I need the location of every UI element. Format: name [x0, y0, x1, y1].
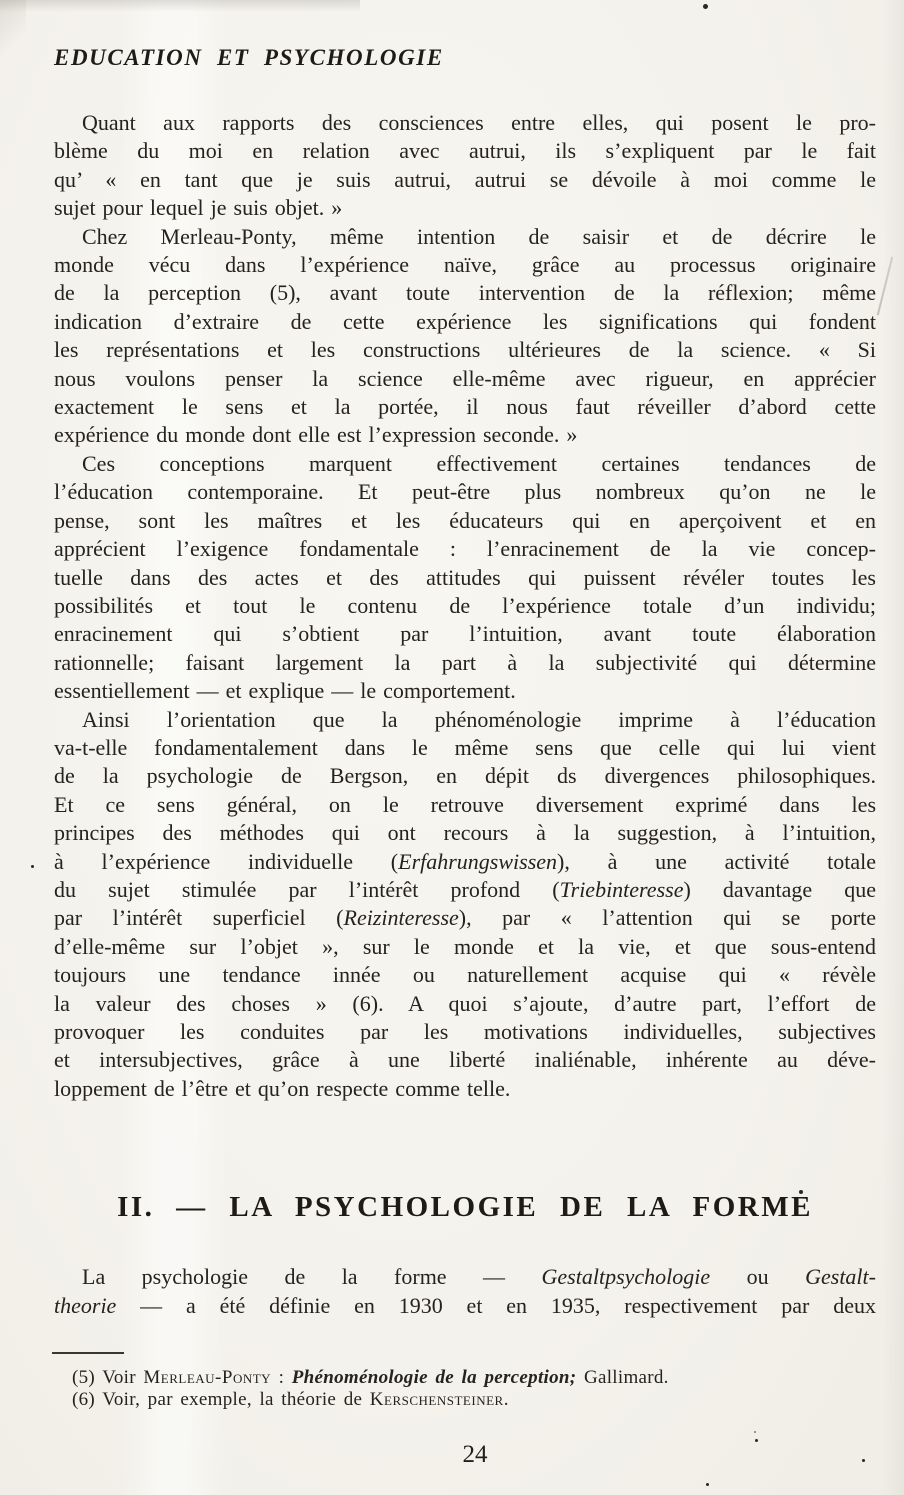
- text-line: [54, 478, 876, 506]
- footnote: [72, 1389, 876, 1411]
- text-run: par l’intérêt superficiel (: [54, 905, 344, 931]
- footnote: [72, 1367, 876, 1389]
- text-line: [54, 620, 876, 648]
- text-run: :: [271, 1367, 292, 1389]
- text-line: [54, 734, 876, 762]
- paragraph: [54, 450, 876, 706]
- text-run: à l’expérience individuelle (: [54, 848, 399, 874]
- text-run: Chez Merleau-Ponty, même intention de saisir et de décrire le: [82, 223, 876, 249]
- styled-text-run: Phénoménologie de la perception;: [291, 1367, 577, 1389]
- scan-smudge-artifact: [0, 0, 26, 60]
- text-run: indication d’extraire de cette expérience les significations qui fondent: [54, 308, 876, 334]
- text-line: [54, 1292, 876, 1320]
- section-heading: II. — LA PSYCHOLOGIE DE LA FORME: [117, 1191, 813, 1224]
- page-number: 24: [462, 1441, 488, 1469]
- text-run: sujet pour lequel je suis objet. »: [54, 195, 343, 221]
- text-run: Ainsi l’orientation que la phénoménologie imprime à l’éducation: [82, 706, 876, 732]
- styled-text-run: Gestaltpsychologie: [541, 1264, 711, 1290]
- text-run: La psychologie de la forme —: [82, 1264, 542, 1290]
- text-run: toujours une tendance innée ou naturellement acquise qui « révèle: [54, 962, 876, 988]
- text-line: [54, 1018, 876, 1046]
- text-run: Quant aux rapports des consciences entre elles, qui posent le pro-: [82, 110, 876, 135]
- text-line: [54, 194, 876, 222]
- text-run: principes des méthodes qui ont recours à la suggestion, à l’intuition,: [54, 820, 876, 846]
- small-caps-text: Kerschensteiner: [369, 1388, 504, 1410]
- text-column: [54, 0, 876, 1470]
- scan-speck: [31, 865, 34, 868]
- text-line: [54, 1046, 876, 1074]
- footnote-rule: [52, 1352, 124, 1354]
- text-line: [54, 137, 876, 165]
- text-line: [54, 1263, 876, 1291]
- text-line: [54, 393, 876, 421]
- styled-text-run: Erfahrungswissen: [398, 848, 558, 874]
- text-line: [54, 535, 876, 563]
- text-run: monde vécu dans l’expérience naïve, grâce au processus originaire: [54, 252, 876, 278]
- text-line: [54, 933, 876, 961]
- text-line: [54, 336, 876, 364]
- text-run: d’elle-même sur l’objet », sur le monde et la vie, et que sous-entend: [54, 933, 876, 959]
- text-line: [54, 762, 876, 790]
- text-run: de la psychologie de Bergson, en dépit ds divergences philosophiques.: [54, 763, 876, 789]
- text-run: la valeur des choses » (6). A quoi s’ajoute, d’autre part, l’effort de: [54, 990, 876, 1016]
- paragraph: [54, 706, 876, 1104]
- paragraph: [54, 109, 876, 223]
- text-line: [54, 279, 876, 307]
- text-run: les représentations et les constructions ultérieures de la science. « Si: [54, 337, 876, 363]
- small-caps-text: Merleau-Ponty: [143, 1367, 272, 1389]
- text-run: qu’ « en tant que je suis autrui, autrui se dévoile à moi comme le: [54, 166, 876, 192]
- text-run: ou: [710, 1264, 806, 1290]
- text-line: [54, 166, 876, 194]
- text-run: expérience du monde dont elle est l’expression seconde. »: [54, 422, 578, 448]
- scan-speck: [706, 1483, 709, 1486]
- running-header: EDUCATION ET PSYCHOLOGIE: [54, 45, 444, 70]
- text-line: [54, 649, 876, 677]
- text-run: ), à une activité totale: [557, 848, 876, 874]
- text-run: apprécient l’exigence fondamentale : l’enracinement de la vie concep-: [54, 536, 876, 562]
- text-run: va-t-elle fondamentalement dans le même sens que celle qui lui vient: [54, 734, 876, 760]
- text-line: [54, 791, 876, 819]
- text-line: [54, 1075, 876, 1103]
- text-run: — a été définie en 1930 et en 1935, respectivement par deux: [116, 1292, 876, 1318]
- text-line: [54, 450, 876, 478]
- text-line: [54, 223, 876, 251]
- styled-text-run: Triebinteresse: [559, 876, 684, 902]
- text-line: [54, 848, 876, 876]
- text-run: blème du moi en relation avec autrui, ils s’expliquent par le fait: [54, 138, 876, 164]
- paragraph: [54, 223, 876, 450]
- text-run: l’éducation contemporaine. Et peut-être plus nombreux qu’on ne le: [54, 479, 876, 505]
- text-line: [54, 109, 876, 137]
- text-line: [54, 507, 876, 535]
- text-line: [54, 421, 876, 449]
- text-run: tuelle dans des actes et des attitudes qui puissent révéler toutes les: [54, 564, 876, 590]
- text-run: ) davantage que: [683, 876, 876, 902]
- text-line: [54, 308, 876, 336]
- text-run: et intersubjectives, grâce à une liberté inaliénable, inhérente au déve-: [54, 1047, 876, 1073]
- body-text: [54, 109, 876, 1103]
- text-run: possibilités et tout le contenu de l’expérience totale d’un individu;: [54, 592, 876, 618]
- text-run: loppement de l’être et qu’on respecte comme telle.: [54, 1075, 511, 1101]
- text-line: [54, 961, 876, 989]
- text-run: pense, sont les maîtres et les éducateurs qui en aperçoivent et en: [54, 507, 876, 533]
- text-line: [54, 365, 876, 393]
- text-run: essentiellement — et explique — le comportement.: [54, 678, 516, 704]
- text-run: .: [503, 1388, 509, 1410]
- text-run: nous voulons penser la science elle-même avec rigueur, en apprécier: [54, 365, 876, 391]
- text-run: (6) Voir, par exemple, la théorie de: [72, 1388, 370, 1410]
- text-run: du sujet stimulée par l’intérêt profond (: [54, 876, 560, 902]
- text-run: rationnelle; faisant largement la part à la subjectivité qui détermine: [54, 649, 876, 675]
- text-line: [54, 990, 876, 1018]
- text-line: [54, 592, 876, 620]
- text-run: Gallimard.: [576, 1367, 669, 1389]
- text-run: exactement le sens et la portée, il nous faut réveiller d’abord cette: [54, 394, 876, 420]
- paragraph: [54, 1263, 876, 1320]
- body-text-after-heading: [54, 1263, 876, 1320]
- text-line: [54, 677, 876, 705]
- text-run: de la perception (5), avant toute intervention de la réflexion; même: [54, 280, 876, 306]
- text-run: provoquer les conduites par les motivations individuelles, subjectives: [54, 1019, 876, 1044]
- footnotes: [54, 1367, 876, 1410]
- styled-text-run: Reizinteresse: [343, 905, 459, 931]
- styled-text-run: theorie: [54, 1292, 117, 1318]
- text-line: [54, 706, 876, 734]
- text-line: [54, 876, 876, 904]
- scan-scratch-artifact: [877, 257, 893, 316]
- text-run: enracinement qui s’obtient par l’intuition, avant toute élaboration: [54, 621, 876, 647]
- text-run: (5) Voir: [72, 1367, 144, 1389]
- text-line: [54, 564, 876, 592]
- text-line: [54, 904, 876, 932]
- text-run: Ces conceptions marquent effectivement certaines tendances de: [82, 450, 876, 476]
- text-line: [54, 251, 876, 279]
- text-line: [54, 819, 876, 847]
- text-run: Et ce sens général, on le retrouve diversement exprimé dans les: [54, 791, 876, 817]
- styled-text-run: Gestalt-: [805, 1264, 876, 1290]
- text-run: ), par « l’attention qui se porte: [458, 905, 876, 931]
